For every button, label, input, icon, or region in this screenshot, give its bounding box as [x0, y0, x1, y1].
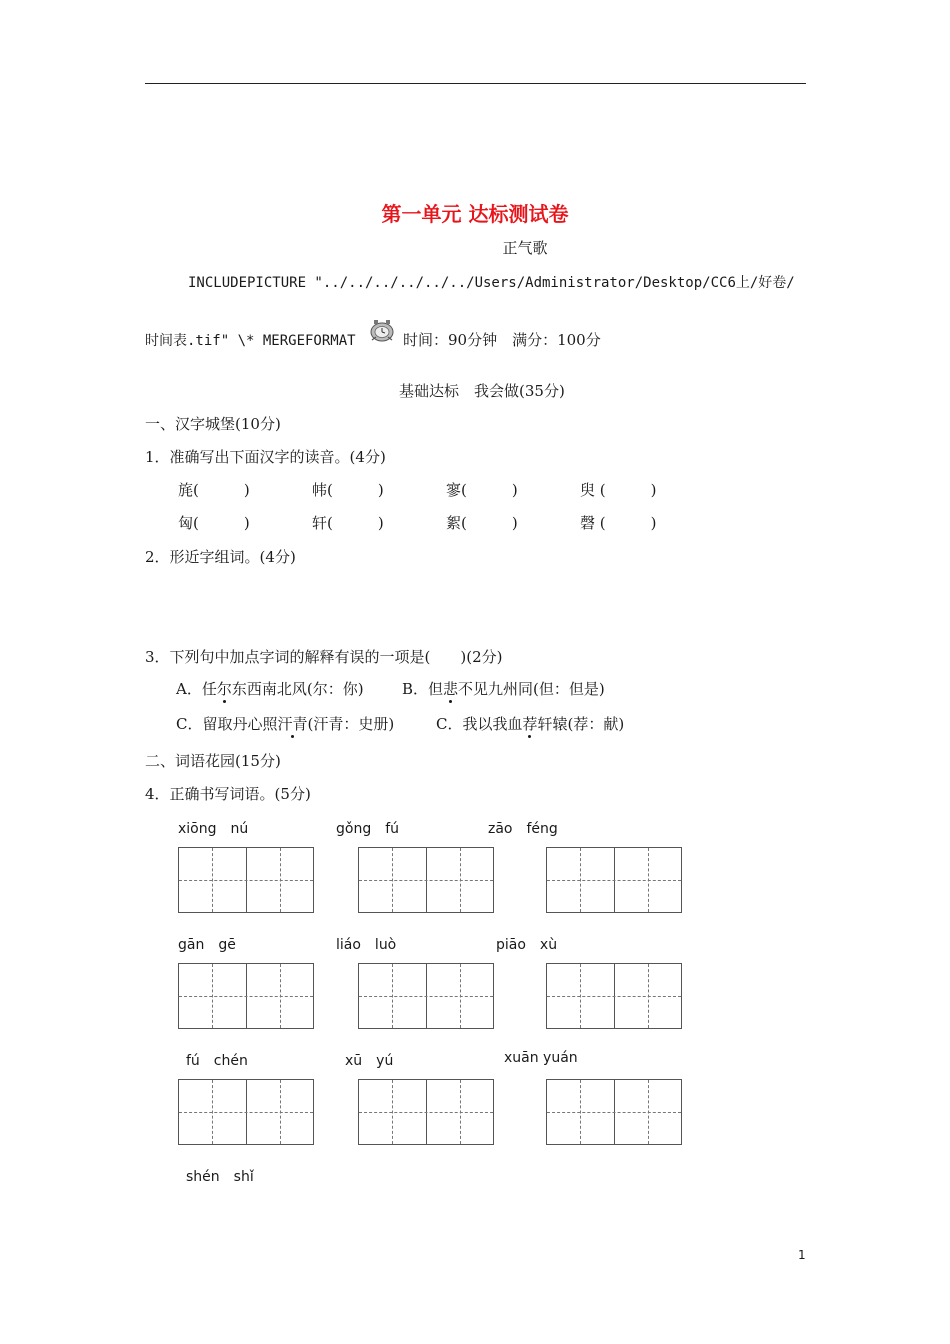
writing-grid[interactable]	[546, 1079, 682, 1145]
writing-grid[interactable]	[178, 847, 314, 913]
q1-item: 匈( )	[178, 514, 250, 532]
part1-heading: 一、汉字城堡(10分)	[145, 415, 281, 433]
pinyin-label: gān gē	[178, 937, 236, 953]
option-text: 不见九州同(但：但是)	[458, 680, 605, 698]
option-text: C．留取丹心照	[176, 715, 278, 733]
q4-text: 4．正确书写词语。(5分)	[145, 785, 311, 803]
option-text: 轩辕(荐：献)	[537, 715, 625, 733]
q3-option-c	[176, 713, 394, 734]
q1-item: 絮( )	[446, 514, 518, 532]
q1-item: 轩( )	[312, 514, 384, 532]
writing-grid[interactable]	[546, 847, 682, 913]
writing-grid[interactable]	[358, 1079, 494, 1145]
dotted-char: 荐	[522, 715, 538, 733]
q3-option-a	[176, 678, 364, 699]
clock-image-icon	[368, 318, 396, 344]
q3-option-b	[402, 678, 605, 699]
option-text: (汗青：史册)	[307, 715, 395, 733]
include-field-line1: INCLUDEPICTURE "../../../../../../Users/Administrator/Desktop/CC6上/好卷/	[188, 275, 795, 291]
subtitle: 正气歌	[502, 239, 548, 257]
pinyin-label: zāo féng	[488, 821, 558, 837]
q3-option-d	[436, 713, 624, 734]
include-field-line2: 时间表.tif" \* MERGEFORMAT	[145, 333, 356, 349]
part2-heading: 二、词语花园(15分)	[145, 752, 281, 770]
pinyin-label: xuān yuán	[504, 1050, 578, 1066]
q1-item: 磬 ( )	[580, 514, 657, 532]
q1-item: 帏( )	[312, 481, 384, 499]
pinyin-label: gǒng fú	[336, 821, 400, 837]
q3-text: 3．下列句中加点字词的解释有误的一项是( )(2分)	[145, 648, 503, 666]
time-info: 时间：90分钟 满分：100分	[403, 331, 601, 349]
pinyin-label: fú chén	[186, 1053, 248, 1069]
option-text: C．我以我血	[436, 715, 523, 733]
option-text: 东西南北风(尔：你)	[231, 680, 364, 698]
section-basic: 基础达标 我会做(35分)	[399, 382, 565, 400]
dotted-char: 尔	[216, 680, 232, 698]
pinyin-label: xū yú	[345, 1053, 394, 1069]
writing-grid[interactable]	[178, 1079, 314, 1145]
pinyin-label: xiōng nú	[178, 821, 249, 837]
pinyin-label: liáo luò	[336, 937, 397, 953]
writing-grid[interactable]	[358, 847, 494, 913]
option-text: B．但	[402, 680, 444, 698]
q1-item: 寥( )	[446, 481, 518, 499]
pinyin-label: piāo xù	[496, 937, 558, 953]
q1-item: 臾 ( )	[580, 481, 657, 499]
page-title: 第一单元 达标测试卷	[381, 202, 569, 226]
q1-item: 旄( )	[178, 481, 250, 499]
dotted-char: 悲	[443, 680, 459, 698]
option-text: A．任	[176, 680, 217, 698]
dotted-char: 汗青	[277, 715, 308, 733]
writing-grid[interactable]	[178, 963, 314, 1029]
writing-grid[interactable]	[358, 963, 494, 1029]
writing-grid[interactable]	[546, 963, 682, 1029]
q2-text: 2．形近字组词。(4分)	[145, 548, 296, 566]
header-rule	[145, 83, 806, 84]
q1-text: 1．准确写出下面汉字的读音。(4分)	[145, 448, 386, 466]
pinyin-label: shén shǐ	[186, 1169, 254, 1185]
page-number: 1	[798, 1248, 806, 1262]
